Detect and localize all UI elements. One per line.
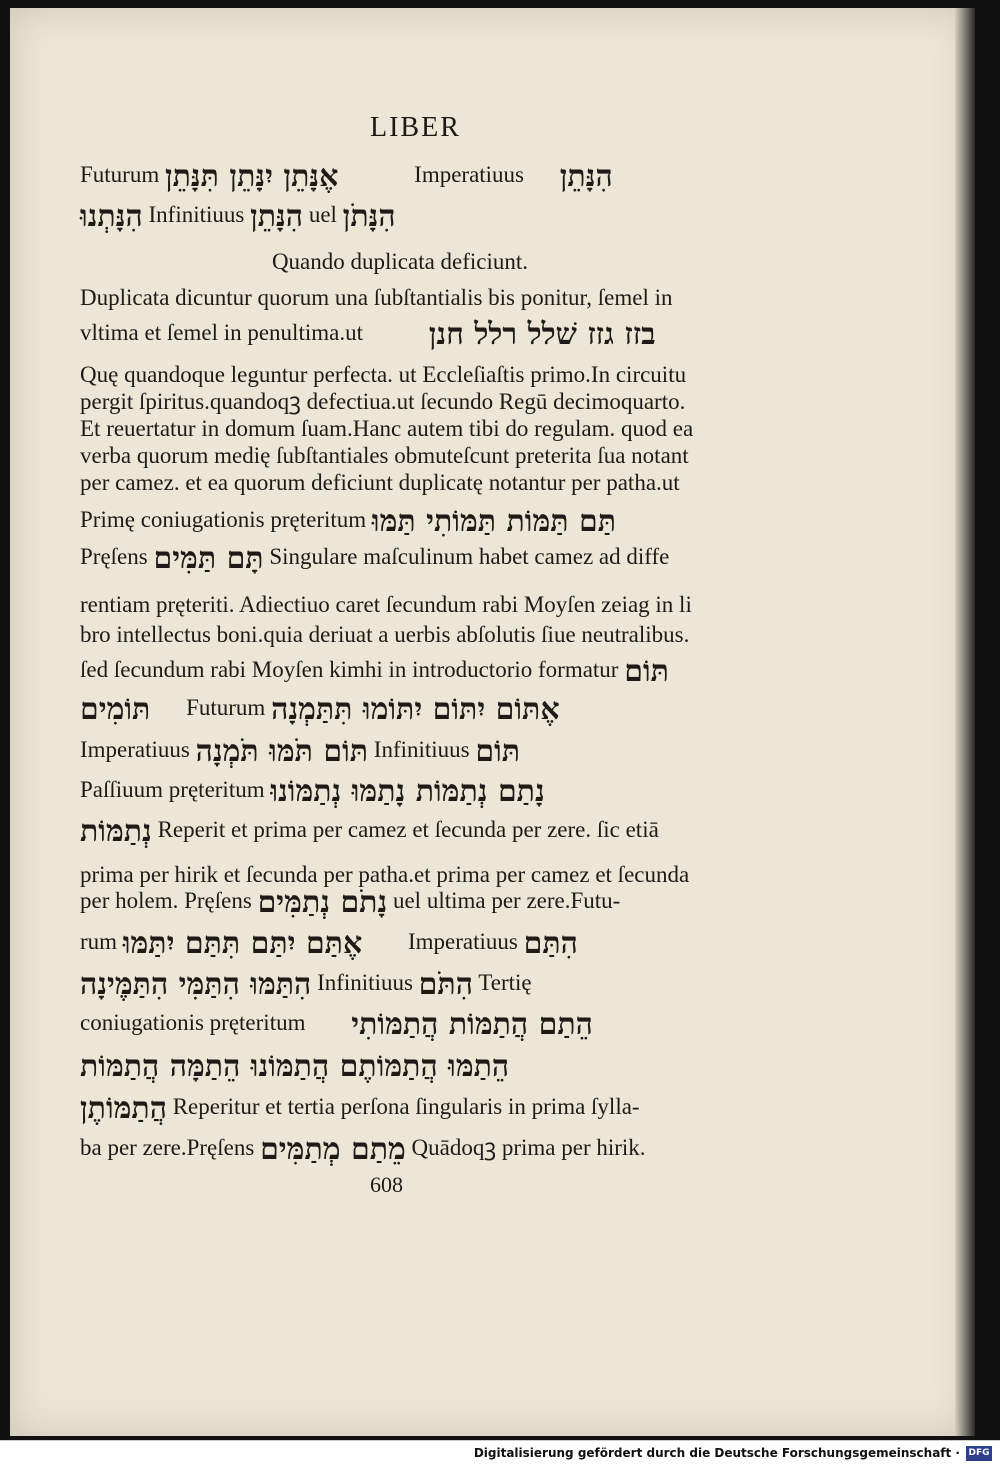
funding-credit: Digitalisierung gefördert durch die Deutsche Forschungsgemeinschaft · [473,1446,960,1460]
text-line: Quę quandoque leguntur perfecta. ut Eccleſiaſtis primo.In circuitu [80,362,687,387]
dfg-logo-icon: DFG [966,1446,992,1461]
text-line: bro intellectus boni.quia deriuat a uerbis abſolutis ſiue neutralibus. [80,622,690,647]
text-line: תּוֹמִים Futurum אֶתּוֹם יִתּוֹם יִתּוֹמוּ תִּתַּמְנָה [80,691,560,727]
page-edge [955,8,975,1436]
text-line: הֲתַמּוֹתֶן Reperitur et tertia perſona ſingularis in prima ſylla- [80,1090,640,1126]
text-line: Duplicata dicuntur quorum una ſubſtantialis bis ponitur, ſemel in [80,285,673,310]
text-line: ba per zere.Pręſens מֵתַם מְתַמִּים Quādoqꝫ prima per hirik. [80,1131,646,1167]
text-line: per holem. Pręſens נָתֹם נְתַמִּים uel ultima per zere.Futu- [80,884,621,920]
text-line: rentiam pręteriti. Adiectiuo caret ſecundum rabi Moyſen zeiag in li [80,592,692,617]
text-line: vltima et ſemel in penultima.ut בזז גזז שׁלל רלל חנן [80,316,656,352]
text-line: Paſſiuum pręteritum נָתַם נְתַמּוֹת נָתַמּוּ נְתַמּוֹנוּ [80,773,545,809]
text-line: pergit ſpiritus.quandoqꝫ defectiua.ut ſecundo Regū decimoquarto. [80,389,686,414]
text-line: per camez. et ea quorum deficiunt duplicatę notantur per patha.ut [80,470,680,495]
text-line: ſed ſecundum rabi Moyſen kimhi in introductorio formatur תּוֹם [80,653,669,689]
text-line: Pręſens תָּם תַּמִּים Singulare maſculinum habet camez ad diffe [80,540,670,576]
text-line: Primę coniugationis pręteritum תַּם תַּמּוֹת תַּמּוֹתִי תַּמּוּ [80,503,616,539]
digitization-footer [0,1440,1000,1468]
text-line: verba quorum medię ſubſtantiales obmuteſcunt preterita ſua notant [80,443,689,468]
running-head: LIBER [370,112,461,143]
section-heading: Quando duplicata deficiunt. [271,249,529,274]
text-line: הִתַּמּוּ הִתַּמִּי הִתַּמֶּינָה Infinitiuus הִתֹּם Tertię [80,966,532,1002]
text-line: Imperatiuus תּוֹם תֹּמּוּ תֹּמְנָה Infinitiuus תּוֹם [80,733,521,769]
text-line: נְתַמּוֹת Reperit et prima per camez et ſecunda per zere. ſic etiā [80,813,659,849]
text-line: הֵתַמּוּ הֲתַמּוֹתֶם הֲתַמּוֹנוּ הֵתַמָּה הֲתַמּוֹת [80,1048,510,1084]
text-line: הִנָּתְנוּ Infinitiuus הִנָּתֵן uel הִנָּתֹן [80,198,396,234]
text-line: rum אֶתַּם יִתַּם תִּתַּם יִתַּמּוּ Imperatiuus הִתַּם [80,925,578,961]
page-number: 608 [370,1172,403,1197]
text-line: prima per hirik et ſecunda per patha.et prima per camez et ſecunda [80,862,690,887]
text-line: Et reuertatur in domum ſuam.Hanc autem tibi do regulam. quod ea [80,416,694,441]
text-line: coniugationis pręteritum הֵתַם הֲתַמּוֹת הֲתַמּוֹתִי [80,1006,593,1042]
text-line: Futurum אֶנָּתֵן יִנָּתֵן תִּנָּתֵן Imperatiuus הִנָּתֵן [80,158,613,194]
